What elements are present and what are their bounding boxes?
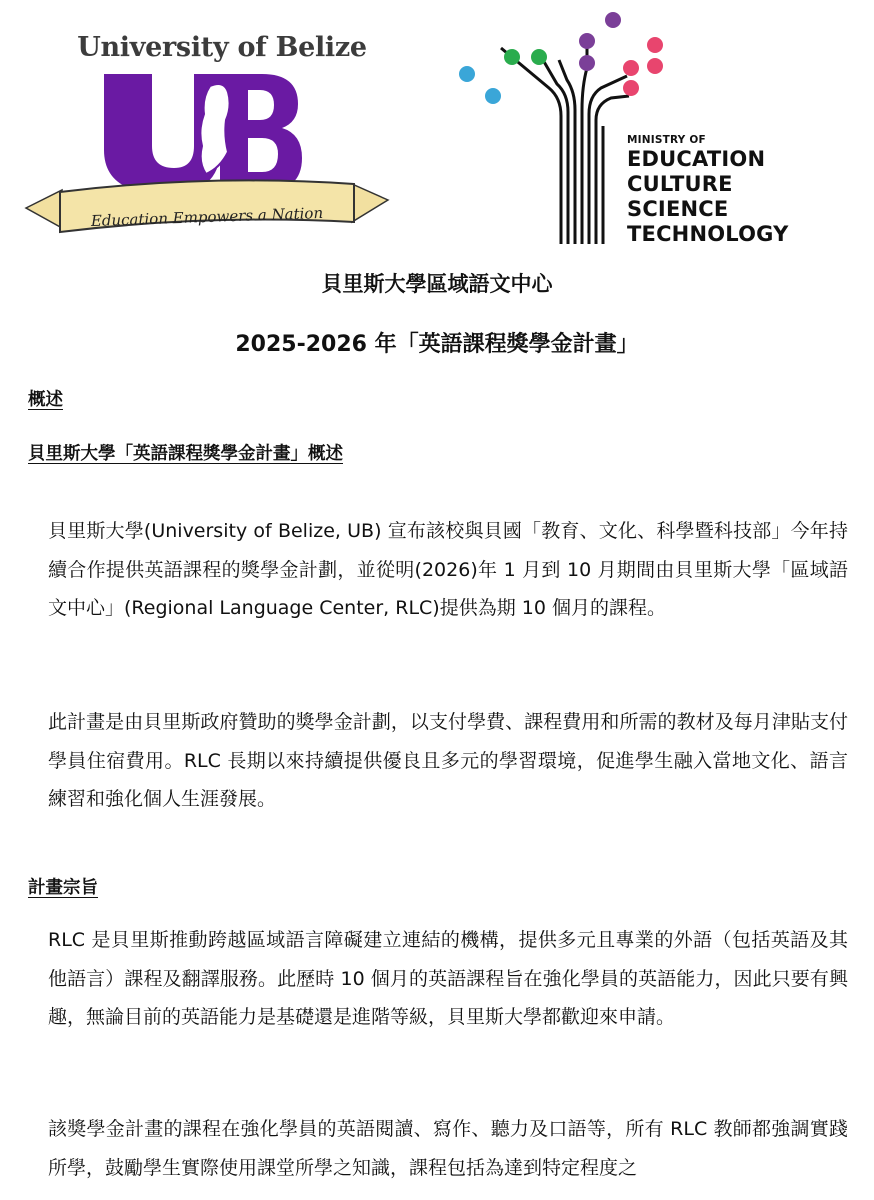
ministry-education-logo — [455, 8, 815, 248]
header-logos — [0, 0, 874, 250]
ministry-line-science: SCIENCE — [627, 197, 729, 221]
purpose-heading: 計畫宗旨 — [28, 878, 98, 898]
paragraph-intro: 貝里斯大學(University of Belize, UB) 宣布該校與貝國「教育、文化、科學暨科技部」今年持續合作提供英語課程的獎學金計劃，並從明(2026)年 1 月到 10 月期間由貝里斯大學「區域語文中心」(Regional Language Center, RLC)提供為期 10 個月的課程。 — [48, 520, 848, 619]
ub-logo-name: University of Belize — [77, 32, 367, 63]
paragraph-funding: 此計畫是由貝里斯政府贊助的獎學金計劃，以支付學費、課程費用和所需的教材及每月津貼支付學員住宿費用。RLC 長期以來持續提供優良且多元的學習環境，促進學生融入當地文化、語言練習和強化個人生涯發展。 — [48, 711, 848, 810]
ministry-text-block — [627, 134, 789, 247]
paragraph-curriculum: 該獎學金計畫的課程在強化學員的英語閱讀、寫作、聽力及口語等，所有 RLC 教師都強調實踐所學，鼓勵學生實際使用課堂所學之知識，課程包括為達到特定程度之 — [48, 1118, 848, 1179]
ministry-line-technology: TECHNOLOGY — [627, 222, 789, 246]
ministry-prefix: MINISTRY OF — [627, 134, 706, 146]
document-title: 貝里斯大學區域語文中心 — [321, 272, 553, 296]
overview-subheading: 貝里斯大學「英語課程獎學金計畫」概述 — [28, 444, 343, 464]
ub-motto: Education Empowers a Nation — [90, 203, 324, 231]
overview-heading: 概述 — [28, 390, 63, 410]
document-subtitle: 2025-2026 年「英語課程獎學金計畫」 — [235, 332, 639, 357]
university-of-belize-logo — [22, 30, 392, 245]
ministry-line-culture: CULTURE — [627, 172, 733, 196]
ministry-line-education: EDUCATION — [627, 147, 766, 171]
paragraph-purpose: RLC 是貝里斯推動跨越區域語言障礙建立連結的機構，提供多元且專業的外語（包括英語及其他語言）課程及翻譯服務。此歷時 10 個月的英語課程旨在強化學員的英語能力，因此只要有興趣，無論目前的英語能力是基礎還是進階等級，貝里斯大學都歡迎來申請。 — [48, 929, 848, 1028]
